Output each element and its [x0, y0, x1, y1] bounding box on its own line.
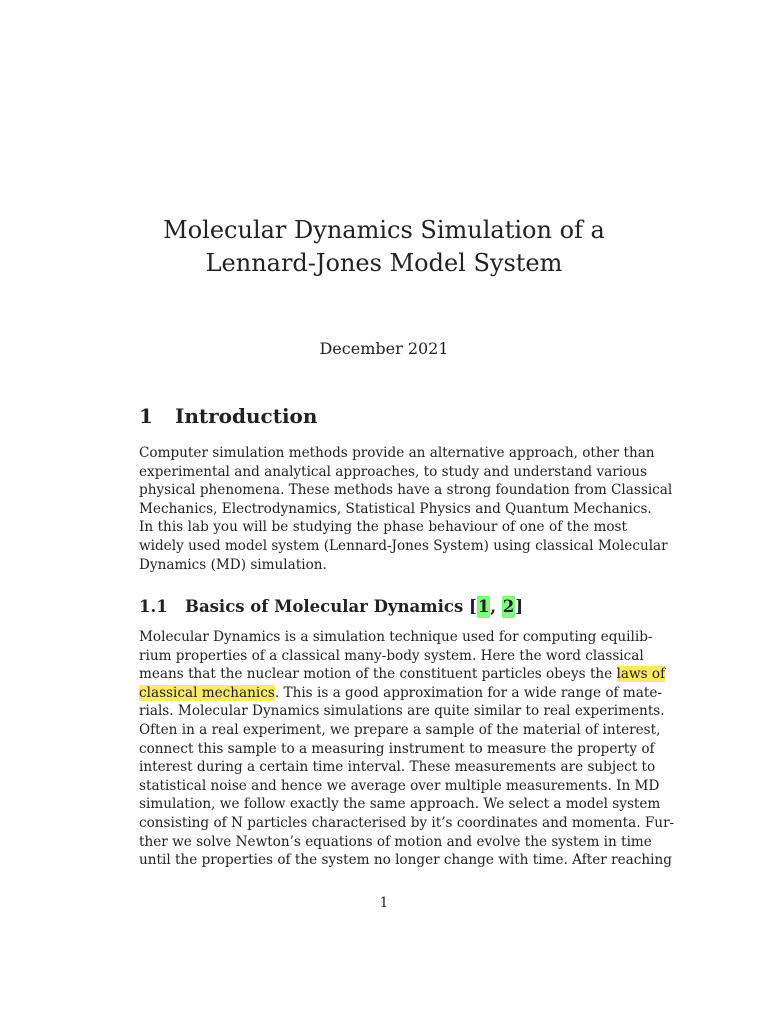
paragraph-line: interest during a certain time interval. These measurements are subject to	[139, 759, 656, 776]
paragraph-line: widely used model system (Lennard-Jones System) using classical Molecular	[139, 537, 668, 554]
section-number: 1	[139, 404, 153, 428]
highlighted-text[interactable]: laws of	[616, 666, 666, 683]
citation-link-2[interactable]: 2	[502, 597, 515, 616]
title-line-2: Lennard-Jones Model System	[205, 249, 563, 277]
paragraph-line: rium properties of a classical many-body system. Here the word classical	[139, 647, 644, 664]
paragraph-line: experimental and analytical approaches, to study and understand various	[139, 463, 647, 480]
citation-close-bracket: ]	[515, 597, 524, 616]
paragraph-line: ther we solve Newton’s equations of motion and evolve the system in time	[139, 833, 652, 850]
paragraph-text: means that the nuclear motion of the constituent particles obeys the	[139, 666, 617, 683]
paragraph-line: physical phenomena. These methods have a strong foundation from Classical	[139, 482, 673, 499]
section-title: Introduction	[175, 404, 318, 428]
paragraph-line: until the properties of the system no longer change with time. After reaching	[139, 852, 672, 869]
page-number: 1	[379, 895, 389, 911]
title-line-1: Molecular Dynamics Simulation of a	[163, 216, 605, 244]
subsection-number: 1.1	[139, 597, 168, 616]
paragraph-line	[139, 684, 662, 703]
md-basics-paragraph	[139, 628, 675, 870]
paragraph-line: In this lab you will be studying the phase behaviour of one of the most	[139, 519, 627, 536]
subsection-title: Basics of Molecular Dynamics	[185, 597, 464, 616]
paragraph-line: statistical noise and hence we average over multiple measurements. In MD	[139, 777, 660, 794]
paragraph-line: Often in a real experiment, we prepare a sample of the material of interest,	[139, 721, 661, 738]
citation-link-1[interactable]: 1	[477, 597, 490, 616]
paragraph-line: Mechanics, Electrodynamics, Statistical Physics and Quantum Mechanics.	[139, 500, 652, 517]
paragraph-line: Computer simulation methods provide an alternative approach, other than	[139, 445, 655, 461]
paragraph-line	[139, 665, 666, 684]
paragraph-line: connect this sample to a measuring instrument to measure the property of	[139, 740, 655, 757]
citation-separator: ,	[490, 597, 502, 616]
paragraph-line: rials. Molecular Dynamics simulations are quite similar to real experiments.	[139, 703, 665, 720]
paragraph-line: Dynamics (MD) simulation.	[139, 556, 327, 573]
paragraph-text: . This is a good approximation for a wide range of mate-	[274, 684, 662, 701]
paragraph-line: simulation, we follow exactly the same approach. We select a model system	[139, 796, 661, 813]
paragraph-line: consisting of N particles characterised by it’s coordinates and momenta. Fur-	[139, 814, 675, 831]
document-title	[0, 214, 768, 280]
highlighted-text[interactable]: classical mechanics	[139, 684, 275, 701]
paragraph-line: Molecular Dynamics is a simulation technique used for computing equilib-	[139, 629, 653, 645]
introduction-paragraph	[139, 444, 673, 574]
document-date: December 2021	[319, 339, 449, 358]
subsection-heading-md-basics	[139, 596, 523, 618]
citation-open-bracket: [	[469, 597, 477, 616]
section-heading-introduction	[139, 403, 317, 429]
